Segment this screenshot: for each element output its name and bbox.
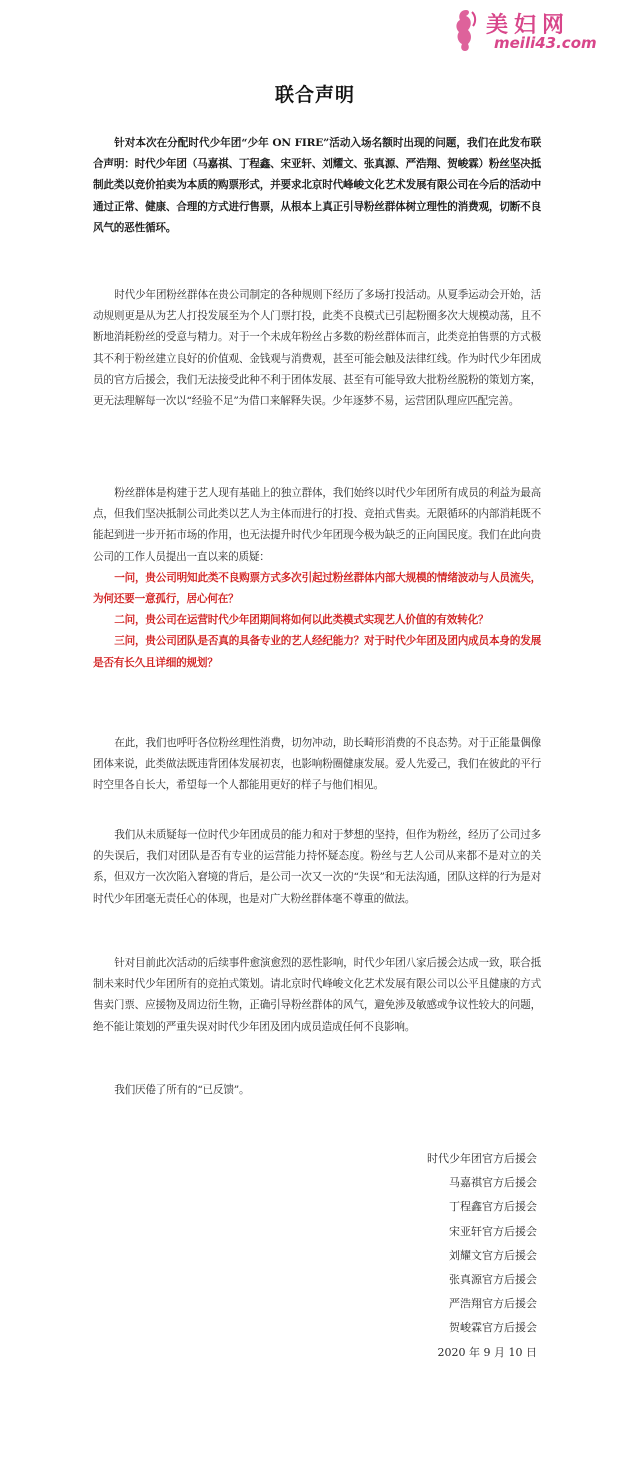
- woman-silhouette-icon: [450, 8, 480, 52]
- signature-line: 贺峻霖官方后援会: [449, 1321, 537, 1335]
- paragraph-3: [93, 483, 541, 674]
- paragraph-7-text: 我们厌倦了所有的“已反馈”。: [114, 1084, 250, 1096]
- signature-block: [337, 1147, 537, 1365]
- paragraph-1: [93, 133, 541, 239]
- question-1: 一问，贵公司明知此类不良购票方式多次引起过粉丝群体内部大规模的情绪波动与人员流失，为何还要一意孤行，居心何在？: [93, 571, 541, 606]
- paragraph-2-text: 时代少年团粉丝群体在贵公司制定的各种规则下经历了多场打投活动。从夏季运动会开始，活动规则更是从为艺人打投发展至为个人门票打投，此类不良模式已引起粉圈多次大规模动荡，且不断地消耗粉丝的受意与精力。对于一个未成年粉丝占多数的粉丝群体而言，此类竞拍售票的方式极其不利于粉丝建立良好的价值观、金钱观与消费观，甚至可能会触及法律红线。作为时代少年团成员的官方后援会，我们无法接受此种不利于团体发展、甚至有可能导致大批粉丝脱粉的策划方案，更无法理解每一次以“经验不足”为借口来解释失误。少年逐梦不易，运营团队理应匹配完善。: [93, 289, 541, 408]
- question-3: 三问，贵公司团队是否真的具备专业的艺人经纪能力？对于时代少年团及团内成员本身的发展是否有长久且详细的规划？: [93, 635, 541, 669]
- paragraph-7: [93, 1080, 541, 1101]
- signature-line: 严浩翔官方后援会: [449, 1297, 537, 1311]
- paragraph-1-text: 针对本次在分配时代少年团“少年 ON FIRE”活动入场名额时出现的问题，我们在此发布联合声明：时代少年团（马嘉祺、丁程鑫、宋亚轩、刘耀文、张真源、严浩翔、贺峻霖）粉丝坚决抵制此类以竞价拍卖为本质的购票形式，并要求北京时代峰峻文化艺术发展有限公司在今后的活动中通过正常、健康、合理的方式进行售票，从根本上真正引导粉丝群体树立理性的消费观，切断不良风气的恶性循环。: [93, 137, 541, 234]
- signature-line: 张真源官方后援会: [449, 1272, 537, 1286]
- logo-name: 美妇网: [486, 13, 571, 38]
- signature-line: 马嘉祺官方后援会: [449, 1176, 537, 1190]
- signature-line: 时代少年团官方后援会: [427, 1152, 537, 1165]
- signature-line: 丁程鑫官方后援会: [449, 1200, 537, 1214]
- site-logo[interactable]: [450, 8, 620, 52]
- question-2: 二问，贵公司在运营时代少年团期间将如何以此类模式实现艺人价值的有效转化？: [114, 614, 489, 627]
- signature-line: 宋亚轩官方后援会: [449, 1224, 537, 1238]
- paragraph-5-text: 我们从未质疑每一位时代少年团成员的能力和对于梦想的坚持，但作为粉丝，经历了公司过多的失误后，我们对团队是否有专业的运营能力持怀疑态度。粉丝与艺人公司从来都不是对立的关系，但双方一次次陷入窘境的背后，是公司一次又一次的“失误”和无法沟通，团队这样的行为是对时代少年团毫无责任心的体现，也是对广大粉丝群体毫不尊重的做法。: [93, 829, 541, 905]
- statement-date: 2020 年 9 月 10 日: [437, 1345, 537, 1359]
- paragraph-2: [93, 285, 541, 412]
- page-title: 联合声明: [274, 84, 355, 106]
- paragraph-6: [93, 953, 541, 1038]
- signature-line: 刘耀文官方后援会: [449, 1248, 537, 1262]
- logo-url: meili43.com: [494, 34, 597, 52]
- paragraph-5: [93, 825, 541, 910]
- paragraph-4: [93, 733, 541, 797]
- paragraph-3-text: 粉丝群体是构建于艺人现有基础上的独立群体，我们始终以时代少年团所有成员的利益为最高点，但我们坚决抵制公司此类以艺人为主体而进行的打投、竞拍式售卖。无限循环的内部消耗既不能起到进一步开拓市场的作用，也无法提升时代少年团现今极为缺乏的正向国民度。我们在此向贵公司的工作人员提出一直以来的质疑：: [93, 487, 541, 563]
- paragraph-4-text: 在此，我们也呼吁各位粉丝理性消费，切勿冲动，助长畸形消费的不良态势。对于正能量偶像团体来说，此类做法既违背团体发展初衷，也影响粉圈健康发展。爱人先爱己，我们在彼此的平行时空里各自长大，希望每一个人都能用更好的样子与他们相见。: [93, 737, 541, 792]
- paragraph-6-text: 针对目前此次活动的后续事件愈演愈烈的恶性影响，时代少年团八家后援会达成一致，联合抵制未来时代少年团所有的竞拍式策划。请北京时代峰峻文化艺术发展有限公司以公平且健康的方式售卖门票、应援物及周边衍生物，正确引导粉丝群体的风气，避免涉及敏感或争议性较大的问题，绝不能让策划的严重失误对时代少年团及团内成员造成任何不良影响。: [93, 957, 541, 1033]
